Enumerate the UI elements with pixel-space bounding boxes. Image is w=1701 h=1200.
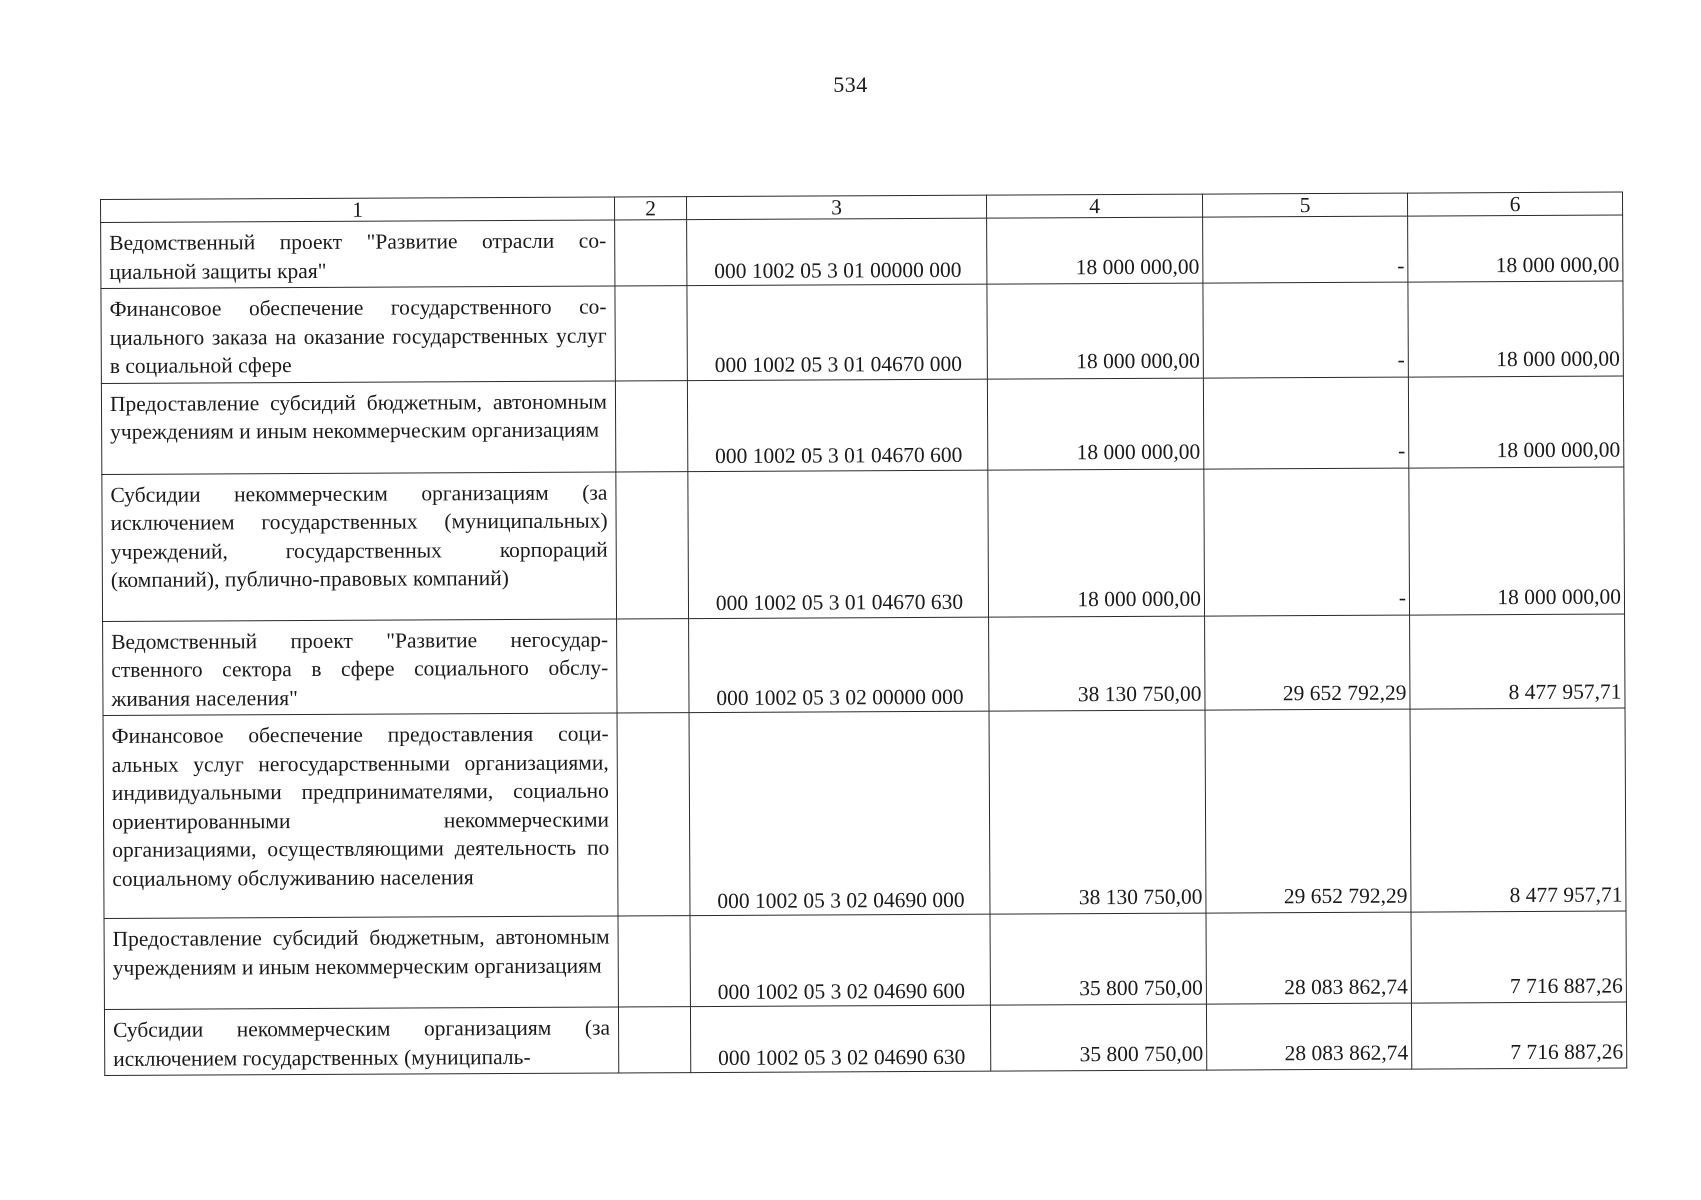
page-number: 534 bbox=[833, 72, 868, 97]
column-header-1: 1 bbox=[101, 197, 615, 223]
row-executed: - bbox=[1203, 377, 1408, 469]
row-remainder: 18 000 000,00 bbox=[1408, 376, 1623, 468]
column-header-2: 2 bbox=[614, 197, 686, 220]
row-remainder: 18 000 000,00 bbox=[1408, 281, 1623, 377]
row-code: 000 1002 05 3 02 04690 000 bbox=[689, 711, 990, 915]
table-row bbox=[102, 467, 1625, 621]
row-name: Предоставление субсидий бюджетным, автономным учреждениям и иным некоммерческим организациям bbox=[104, 916, 618, 1010]
row-remainder: 7 716 887,26 bbox=[1411, 911, 1626, 1003]
row-amount: 18 000 000,00 bbox=[987, 378, 1203, 470]
row-executed: 29 652 792,29 bbox=[1205, 615, 1410, 711]
row-col2 bbox=[615, 380, 687, 471]
row-executed: - bbox=[1203, 216, 1408, 283]
column-header-5: 5 bbox=[1202, 193, 1407, 217]
column-header-4: 4 bbox=[986, 194, 1202, 218]
row-amount: 35 800 750,00 bbox=[990, 1004, 1206, 1071]
row-name: Ведомственный проект "Развитие отрасли социальной защиты края" bbox=[101, 220, 615, 289]
row-code: 000 1002 05 3 01 04670 630 bbox=[688, 470, 989, 618]
table-row bbox=[101, 281, 1623, 383]
row-col2 bbox=[615, 220, 687, 286]
row-code: 000 1002 05 3 01 04670 000 bbox=[687, 284, 987, 380]
row-executed: - bbox=[1203, 282, 1408, 378]
row-amount: 18 000 000,00 bbox=[987, 217, 1203, 284]
row-amount: 38 130 750,00 bbox=[989, 616, 1205, 712]
row-name: Субсидии некоммерческим организациям (за исключением государственных (муниципаль- bbox=[104, 1007, 618, 1076]
row-executed: 28 083 862,74 bbox=[1206, 912, 1411, 1004]
table-row bbox=[104, 911, 1626, 1009]
row-amount: 18 000 000,00 bbox=[987, 283, 1203, 379]
table-row bbox=[104, 1002, 1626, 1075]
row-name: Предоставление субсидий бюджетным, автономным учреждениям и иным некоммерческим организациям bbox=[101, 380, 615, 474]
row-executed: - bbox=[1204, 468, 1410, 616]
row-col2 bbox=[617, 713, 690, 916]
row-executed: 28 083 862,74 bbox=[1206, 1003, 1411, 1070]
row-executed: 29 652 792,29 bbox=[1205, 709, 1411, 913]
row-col2 bbox=[616, 471, 689, 618]
row-amount: 38 130 750,00 bbox=[989, 710, 1206, 914]
column-header-3: 3 bbox=[686, 195, 986, 219]
row-amount: 18 000 000,00 bbox=[988, 469, 1205, 617]
row-name: Субсидии некоммерческим организациям (за исключением государственных (муниципальных) учреждений, государственных корпораций (компаний), публично-правовых компаний) bbox=[102, 471, 617, 621]
budget-table bbox=[100, 192, 1627, 1076]
row-name: Финансовое обеспечение предоставления социальных услуг негосударственными организациями, индивидуальными предпринимателями, социально ориентированными некоммерческими организациями, осуществляющими деятельность по социальному обслуживанию населения bbox=[103, 713, 618, 919]
table-row bbox=[101, 215, 1623, 288]
table-row bbox=[101, 376, 1623, 474]
row-amount: 35 800 750,00 bbox=[990, 913, 1206, 1005]
row-col2 bbox=[615, 286, 687, 381]
row-col2 bbox=[618, 916, 690, 1007]
row-remainder: 7 716 887,26 bbox=[1411, 1002, 1626, 1069]
table-row bbox=[103, 614, 1625, 716]
row-code: 000 1002 05 3 02 00000 000 bbox=[689, 617, 989, 713]
row-col2 bbox=[618, 1007, 690, 1073]
table-body bbox=[101, 215, 1627, 1075]
table-row bbox=[103, 708, 1626, 918]
row-code: 000 1002 05 3 02 04690 630 bbox=[690, 1005, 990, 1072]
column-header-6: 6 bbox=[1407, 192, 1622, 216]
row-col2 bbox=[617, 618, 689, 713]
row-remainder: 18 000 000,00 bbox=[1409, 467, 1625, 615]
row-code: 000 1002 05 3 02 04690 600 bbox=[690, 914, 990, 1006]
row-code: 000 1002 05 3 01 00000 000 bbox=[687, 218, 987, 285]
row-code: 000 1002 05 3 01 04670 600 bbox=[687, 379, 987, 471]
row-name: Финансовое обеспечение государственного социального заказа на оказание государственных услуг в социальной сфере bbox=[101, 286, 615, 383]
row-remainder: 18 000 000,00 bbox=[1408, 215, 1623, 282]
row-remainder: 8 477 957,71 bbox=[1410, 708, 1626, 912]
row-name: Ведомственный проект "Развитие негосударственного сектора в сфере социального обслуживания населения" bbox=[103, 618, 617, 715]
row-remainder: 8 477 957,71 bbox=[1410, 614, 1625, 710]
